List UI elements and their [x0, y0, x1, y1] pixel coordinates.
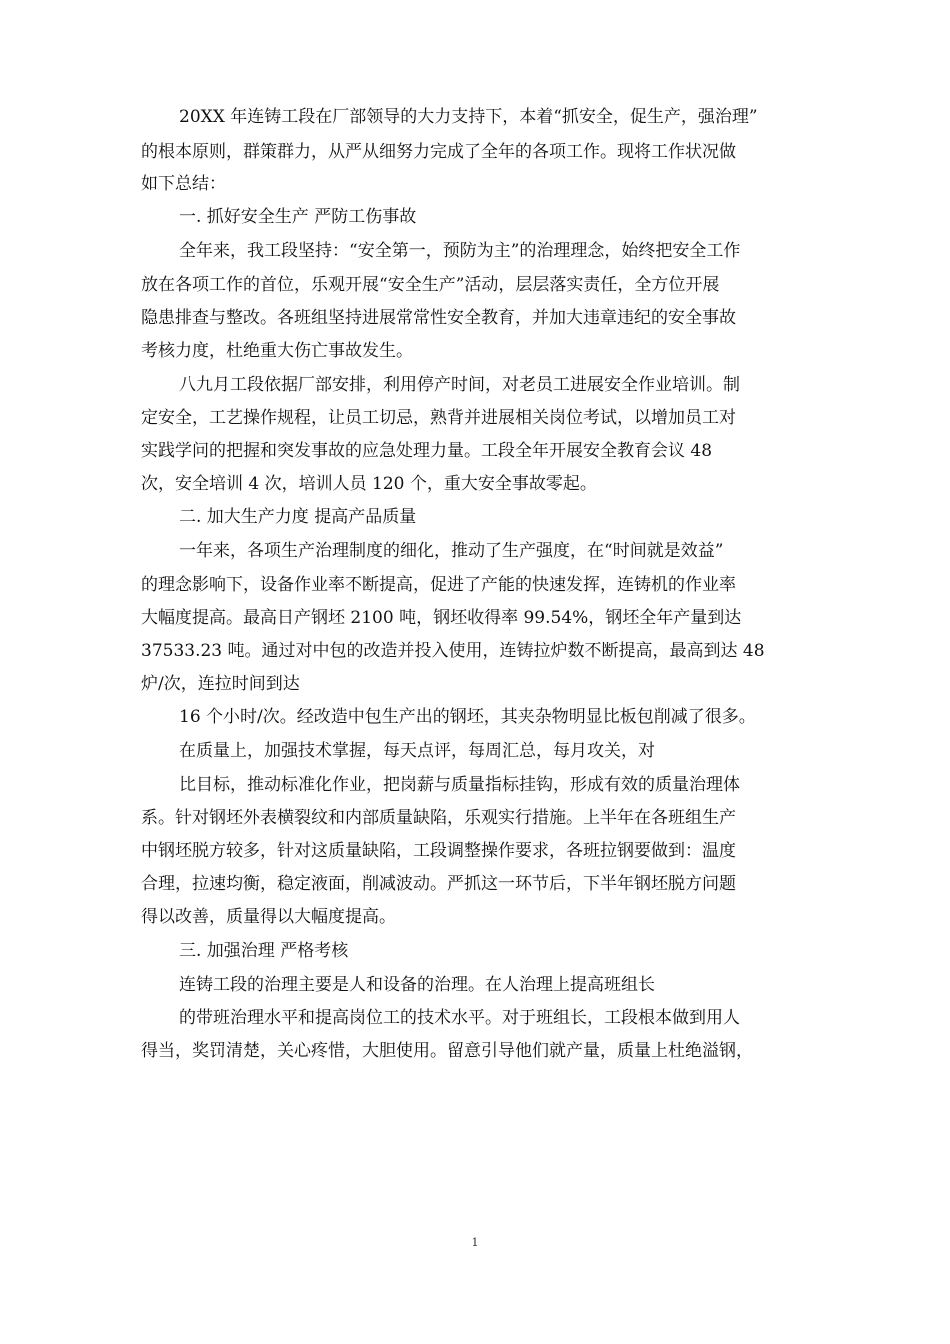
text-line: 的根本原则，群策群力，从严从细努力完成了全年的各项工作。现将工作状况做 — [141, 142, 736, 162]
text-line: 比目标，推动标准化作业，把岗薪与质量指标挂钩，形成有效的质量治理体 — [179, 775, 740, 795]
text-line: 一年来，各项生产治理制度的细化，推动了生产强度，在“时间就是效益” — [179, 541, 724, 561]
text-line: 20XX 年连铸工段在厂部领导的大力支持下，本着“抓安全，促生产，强治理” — [179, 107, 758, 127]
text-line: 如下总结： — [141, 174, 226, 194]
text-line: 连铸工段的治理主要是人和设备的治理。在人治理上提高班组长 — [179, 975, 655, 995]
section-heading: 三. 加强治理 严格考核 — [179, 941, 349, 961]
section-heading: 一. 抓好安全生产 严防工伤事故 — [179, 207, 417, 227]
text-line: 16 个小时/次。经改造中包生产出的钢坯，其夹杂物明显比板包削减了很多。 — [179, 707, 756, 727]
text-line: 合理，拉速均衡，稳定液面，削减波动。严抓这一环节后，下半年钢坯脱方问题 — [141, 874, 736, 894]
text-line: 大幅度提高。最高日产钢坯 2100 吨，钢坯收得率 99.54%，钢坯全年产量到达 — [141, 608, 742, 628]
text-line: 炉/次，连拉时间到达 — [141, 674, 300, 694]
text-line: 实践学问的把握和突发事故的应急处理力量。工段全年开展安全教育会议 48 — [141, 441, 713, 461]
text-line: 全年来，我工段坚持：“安全第一，预防为主”的治理理念，始终把安全工作 — [179, 241, 741, 261]
text-line: 定安全，工艺操作规程，让员工切忌，熟背并进展相关岗位考试，以增加员工对 — [141, 408, 736, 428]
text-line: 37533.23 吨。通过对中包的改造并投入使用，连铸拉炉数不断提高，最高到达 48 — [141, 641, 765, 661]
text-line: 次，安全培训 4 次，培训人员 120 个，重大安全事故零起。 — [141, 474, 597, 494]
text-line: 放在各项工作的首位，乐观开展“安全生产”活动，层层落实责任，全方位开展 — [141, 275, 720, 295]
text-line: 得以改善，质量得以大幅度提高。 — [141, 907, 396, 927]
text-line: 八九月工段依据厂部安排，利用停产时间，对老员工进展安全作业培训。制 — [179, 375, 740, 395]
section-heading: 二. 加大生产力度 提高产品质量 — [179, 507, 417, 527]
text-line: 的理念影响下，设备作业率不断提高，促进了产能的快速发挥，连铸机的作业率 — [141, 575, 736, 595]
text-line: 考核力度，杜绝重大伤亡事故发生。 — [141, 341, 413, 361]
text-line: 隐患排查与整改。各班组坚持进展常常性安全教育，并加大违章违纪的安全事故 — [141, 308, 736, 328]
page-number: 1 — [471, 1236, 479, 1249]
text-line: 的带班治理水平和提高岗位工的技术水平。对于班组长，工段根本做到用人 — [179, 1008, 740, 1028]
text-line: 系。针对钢坯外表横裂纹和内部质量缺陷，乐观实行措施。上半年在各班组生产 — [141, 808, 736, 828]
text-line: 中钢坯脱方较多，针对这质量缺陷，工段调整操作要求，各班拉钢要做到：温度 — [141, 841, 736, 861]
text-line: 在质量上，加强技术掌握，每天点评，每周汇总，每月攻关，对 — [179, 741, 655, 761]
text-line: 得当，奖罚清楚，关心疼惜，大胆使用。留意引导他们就产量，质量上杜绝溢钢， — [141, 1041, 753, 1061]
